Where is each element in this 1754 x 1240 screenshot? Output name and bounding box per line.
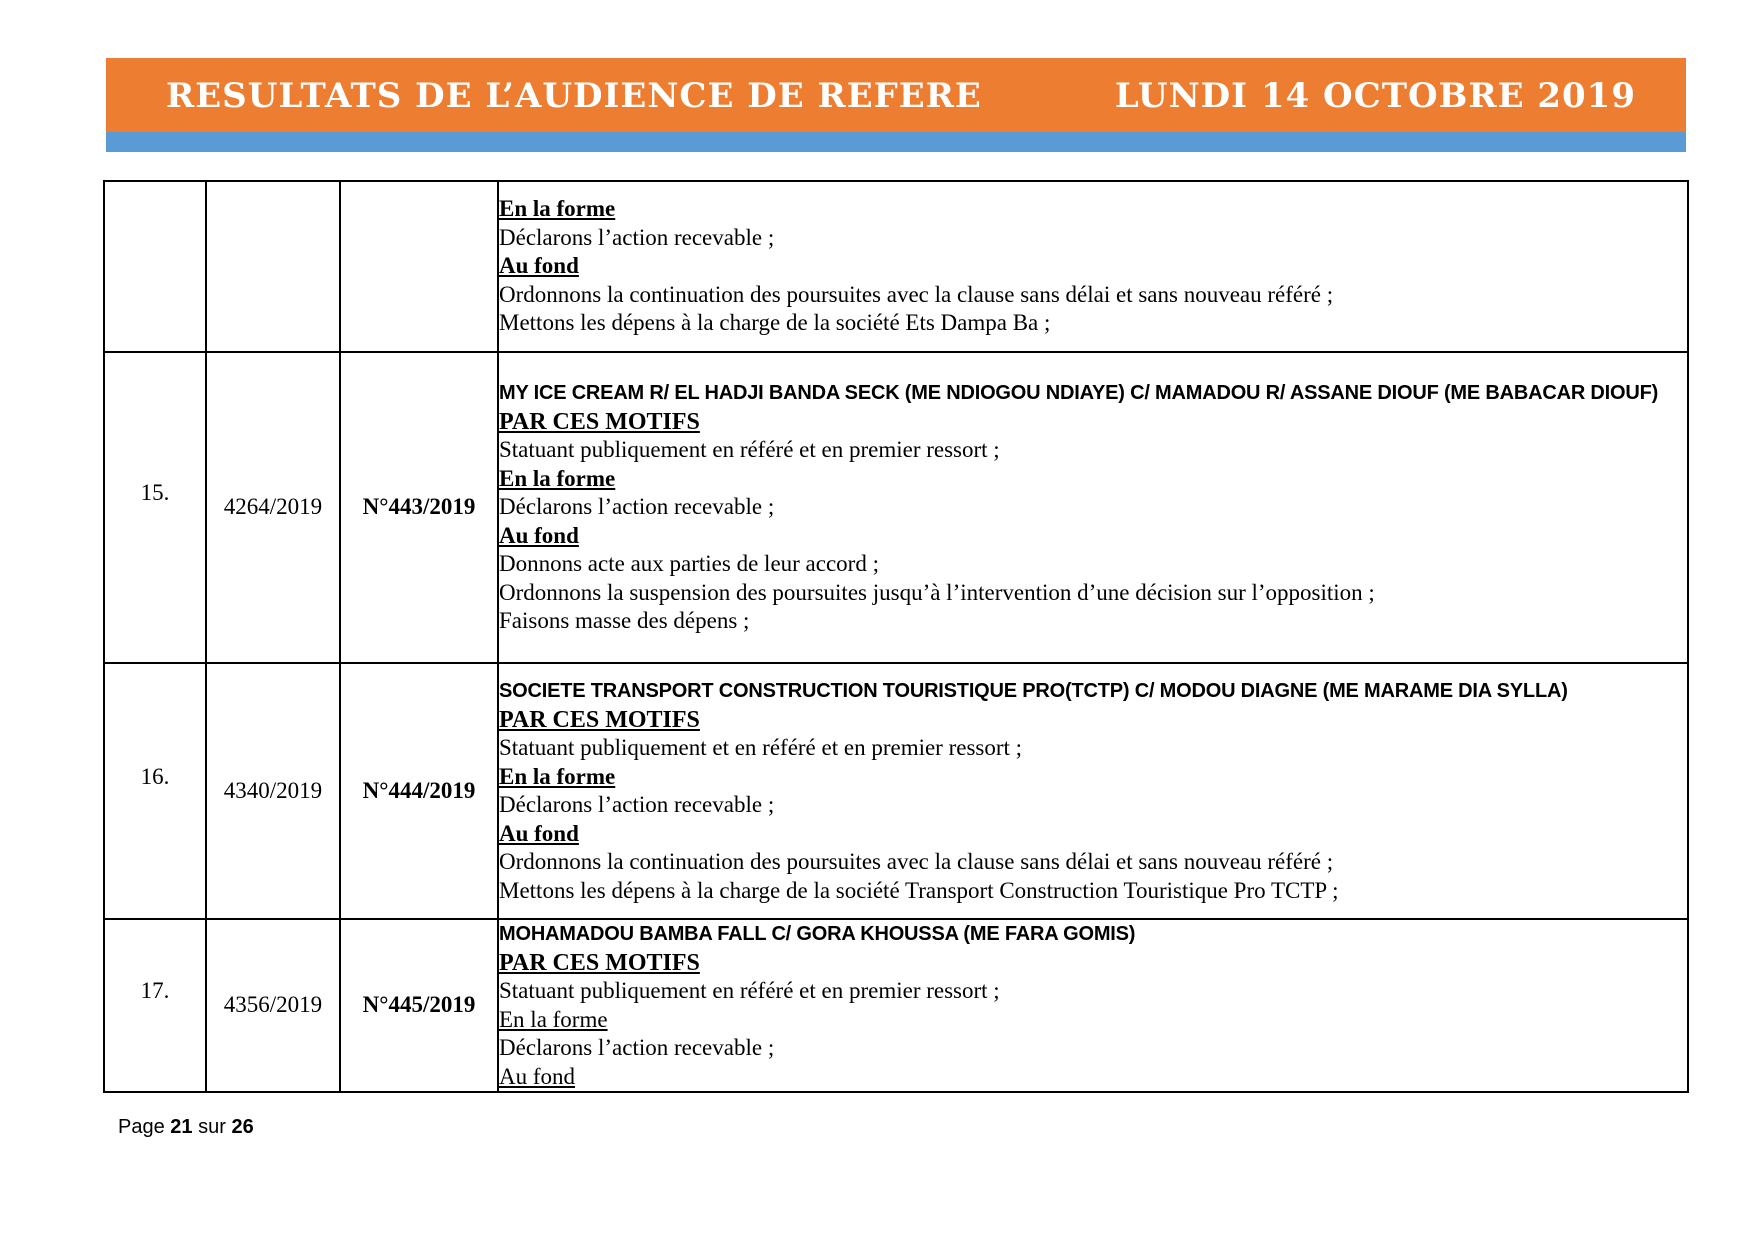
statuant-text: Statuant publiquement et en référé et en premier ressort ;	[499, 735, 1023, 760]
role-number: 4264/2019	[206, 352, 340, 663]
hearing-date: LUNDI 14 OCTOBRE 2019	[1114, 76, 1636, 116]
fond-heading: Au fond	[499, 253, 579, 279]
ordonnance-number: N°445/2019	[340, 919, 498, 1092]
ordonnance-number: N°443/2019	[340, 352, 498, 663]
results-table	[103, 180, 1689, 1093]
fond-line: Donnons acte aux parties de leur accord ;	[499, 551, 879, 577]
table-row	[104, 352, 1688, 663]
page-footer	[118, 1116, 254, 1139]
page-current: 21	[170, 1116, 193, 1138]
fond-line: Mettons les dépens à la charge de la société Ets Dampa Ba ;	[499, 310, 1051, 336]
case-number: 17.	[140, 978, 170, 1004]
fond-line: Ordonnons la continuation des poursuites avec la clause sans délai et sans nouveau référé ;	[499, 849, 1334, 874]
page-label: Page	[118, 1116, 165, 1138]
motifs-heading: PAR CES MOTIFS	[499, 706, 700, 733]
fond-heading: Au fond	[499, 1063, 576, 1089]
case-number: 15.	[140, 480, 170, 506]
header-stripe	[106, 132, 1686, 152]
role-number	[206, 181, 340, 352]
case-number-cell	[104, 352, 206, 663]
statuant-text: Statuant publiquement en référé et en premier ressort ;	[499, 437, 1000, 463]
decision-text	[498, 663, 1688, 919]
role-number: 4356/2019	[206, 919, 340, 1092]
forme-text: Déclarons l’action recevable ;	[499, 1035, 775, 1060]
case-parties: SOCIETE TRANSPORT CONSTRUCTION TOURISTIQUE PRO(TCTP) C/ MODOU DIAGNE (ME MARAME DIA SYLLA)	[499, 680, 1568, 702]
fond-heading: Au fond	[499, 522, 579, 548]
table-row	[104, 919, 1688, 1092]
case-number	[104, 181, 206, 352]
ordonnance-number	[340, 181, 498, 352]
decision-text	[498, 181, 1688, 352]
case-number: 16.	[140, 763, 170, 789]
forme-heading: En la forme	[499, 763, 616, 789]
forme-text: Déclarons l’action recevable ;	[499, 224, 775, 250]
forme-text: Déclarons l’action recevable ;	[499, 494, 775, 520]
motifs-heading: PAR CES MOTIFS	[499, 408, 700, 435]
table-row	[104, 663, 1688, 919]
forme-heading: En la forme	[499, 1006, 608, 1032]
forme-heading: En la forme	[499, 465, 616, 491]
fond-line: Ordonnons la suspension des poursuites jusqu’à l’intervention d’une décision sur l’opposition ;	[499, 579, 1375, 605]
case-number-cell	[104, 919, 206, 1092]
fond-heading: Au fond	[499, 820, 579, 846]
fond-line: Faisons masse des dépens ;	[499, 608, 750, 634]
role-number: 4340/2019	[206, 663, 340, 919]
fond-line: Mettons les dépens à la charge de la société Transport Construction Touristique Pro TCTP ;	[499, 877, 1339, 903]
case-number-cell	[104, 663, 206, 919]
decision-text	[498, 352, 1688, 663]
page-separator: sur	[198, 1116, 226, 1138]
ordonnance-number: N°444/2019	[340, 663, 498, 919]
page-total: 26	[231, 1116, 254, 1138]
case-parties: MOHAMADOU BAMBA FALL C/ GORA KHOUSSA (ME FARA GOMIS)	[499, 923, 1136, 945]
statuant-text: Statuant publiquement en référé et en premier ressort ;	[499, 978, 1000, 1003]
forme-text: Déclarons l’action recevable ;	[499, 792, 775, 817]
table-row	[104, 181, 1688, 352]
page-title: RESULTATS DE L’AUDIENCE DE REFERE	[166, 76, 982, 116]
decision-text	[498, 919, 1688, 1092]
motifs-heading: PAR CES MOTIFS	[499, 949, 700, 976]
forme-heading: En la forme	[499, 196, 616, 222]
case-parties: MY ICE CREAM R/ EL HADJI BANDA SECK (ME NDIOGOU NDIAYE) C/ MAMADOU R/ ASSANE DIOUF (ME BABACAR DIOUF)	[499, 382, 1659, 405]
fond-line: Ordonnons la continuation des poursuites avec la clause sans délai et sans nouveau référé ;	[499, 281, 1334, 307]
